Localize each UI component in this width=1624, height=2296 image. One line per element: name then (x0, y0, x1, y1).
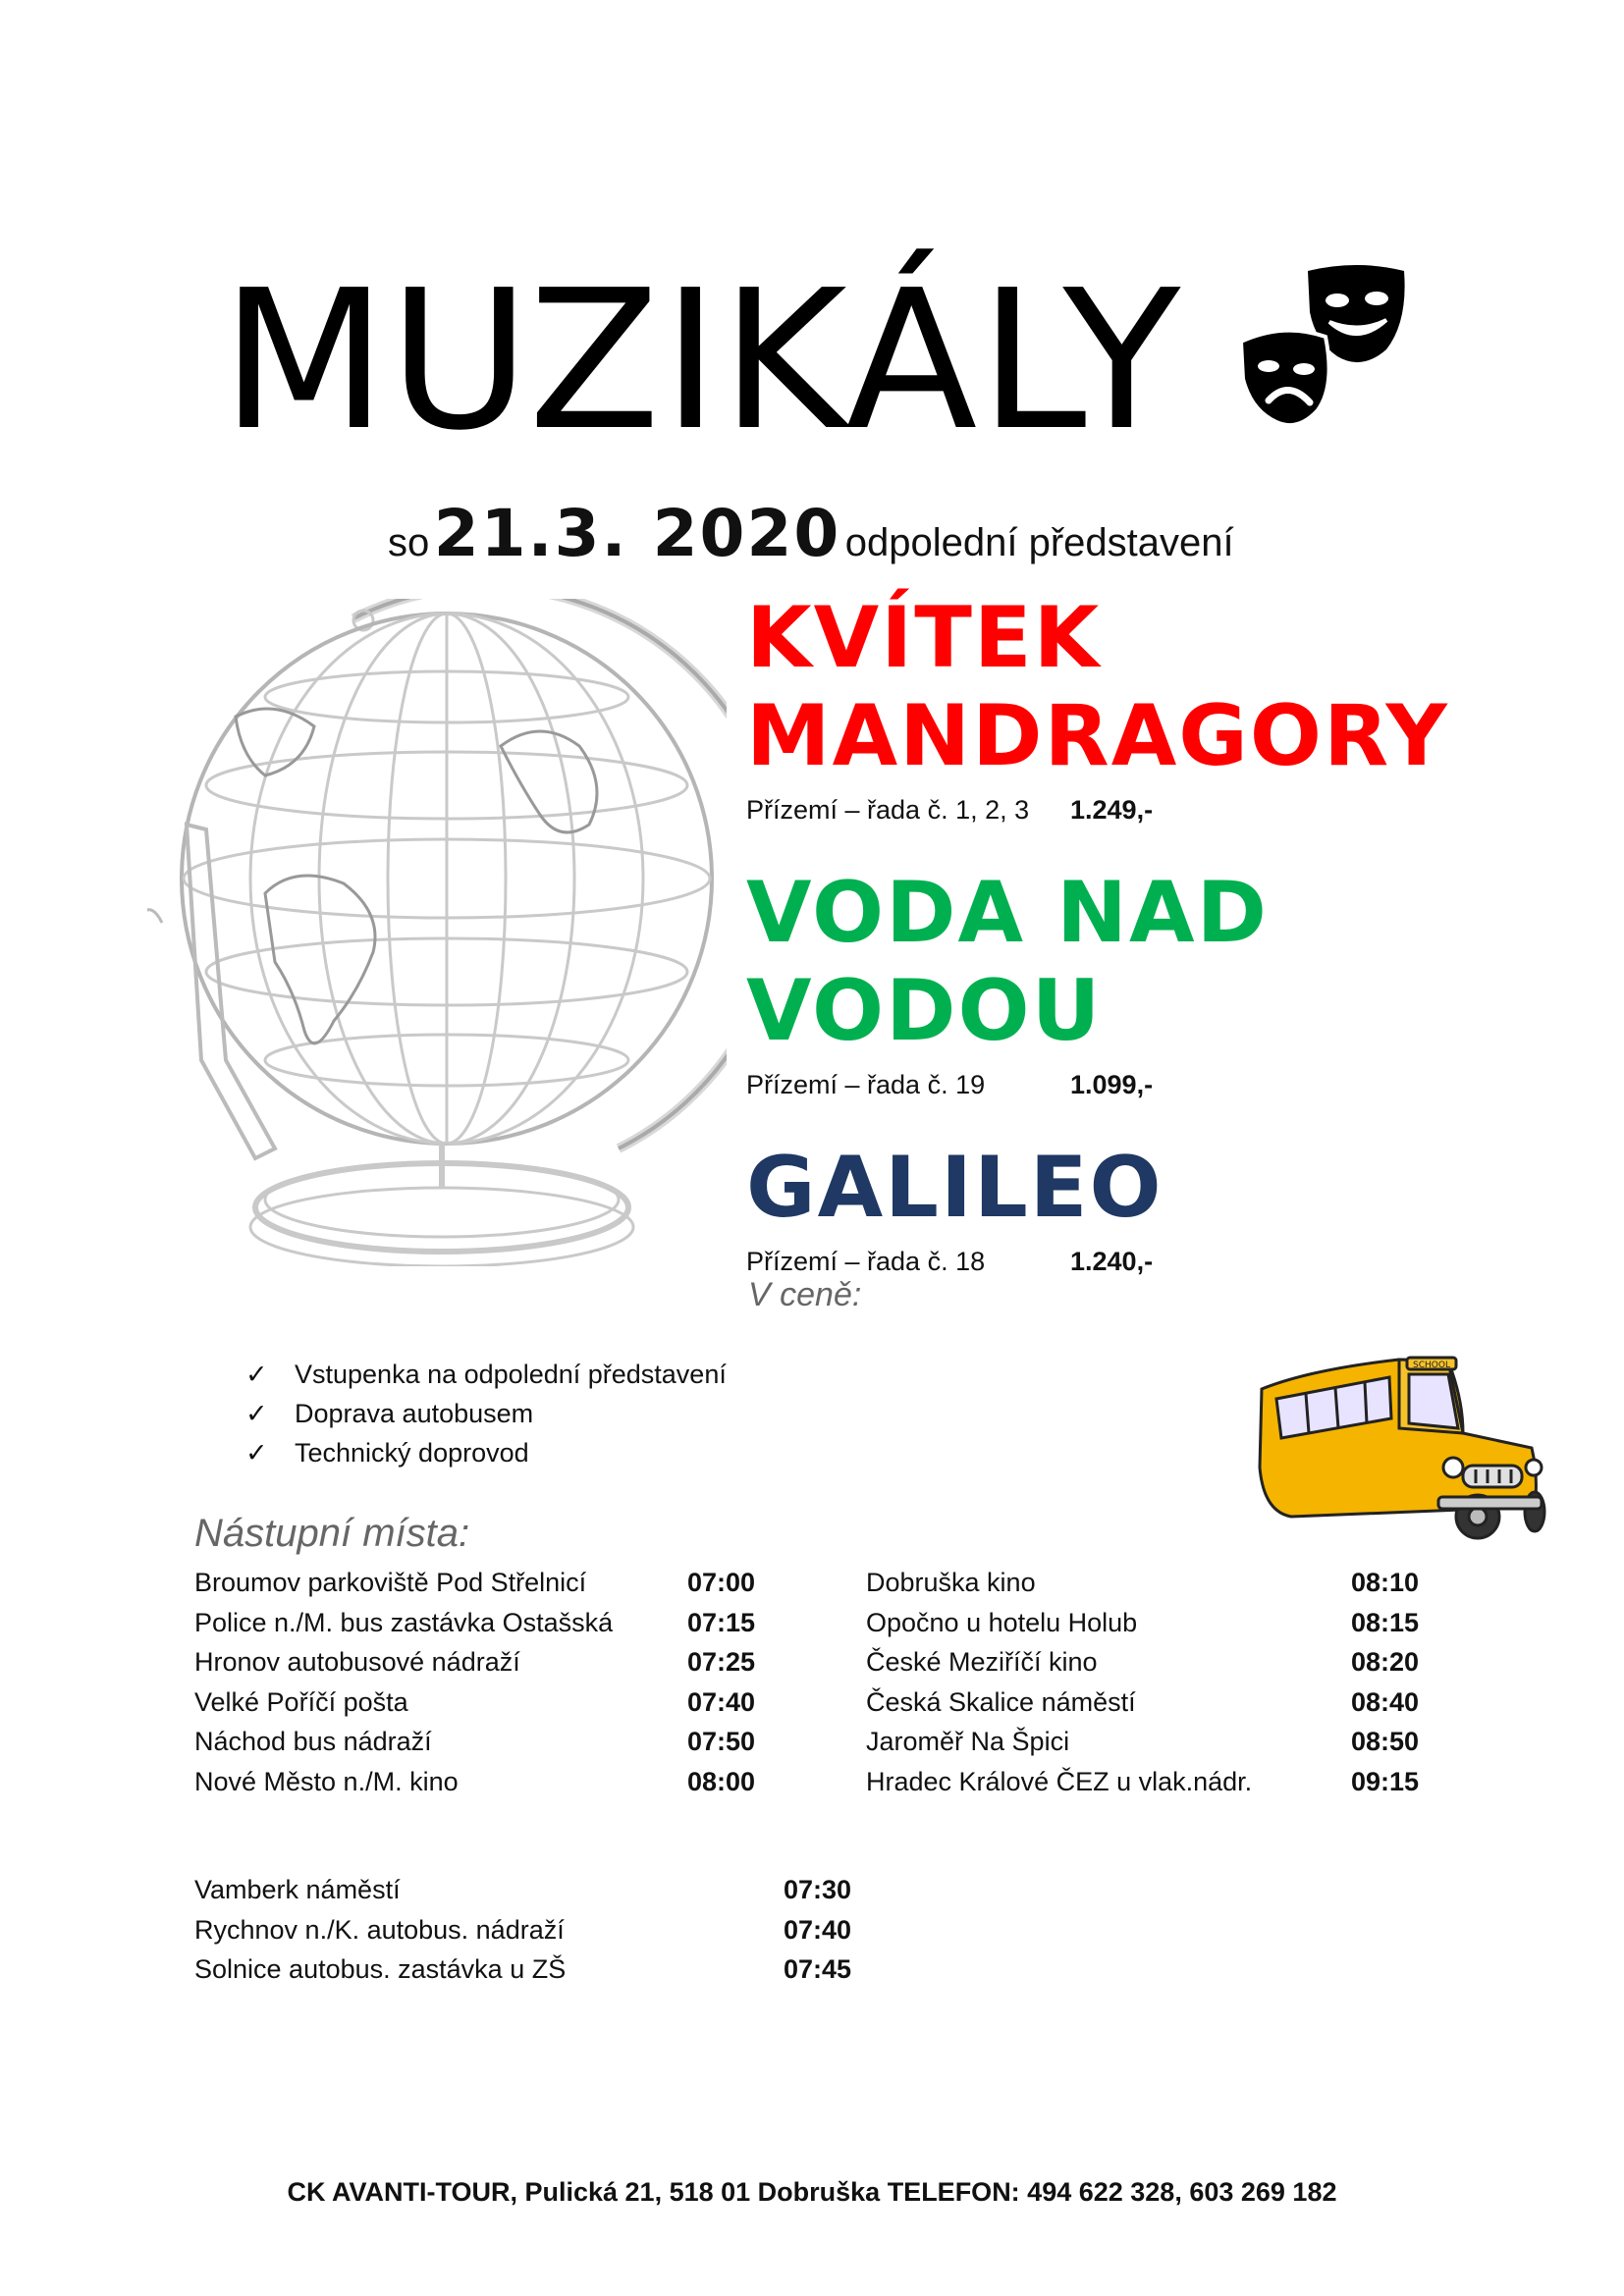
price-row (746, 1070, 1269, 1100)
stops-left-table (194, 1563, 764, 1801)
stop-place: Jaroměř Na Špici (866, 1727, 1070, 1756)
stop-time: 09:15 (1351, 1766, 1420, 1796)
price-row (746, 795, 1449, 826)
stop-place: Police n./M. bus zastávka Ostašská (194, 1607, 614, 1637)
show-voda-nad-vodou (746, 864, 1269, 1100)
check-icon: ✓ (245, 1360, 268, 1389)
list-item (245, 1433, 727, 1472)
table-row (866, 1563, 1435, 1603)
seat-info: Přízemí – řada č. 19 (746, 1070, 986, 1099)
stop-time: 07:30 (784, 1875, 852, 1904)
stop-place: Velké Poříčí pošta (194, 1686, 408, 1717)
school-bus-illustration (1252, 1350, 1546, 1541)
price-row (746, 1247, 1164, 1277)
price: 1.240,- (1070, 1247, 1154, 1276)
stop-place: Rychnov n./K. autobus. nádraží (194, 1914, 565, 1945)
globe-illustration (147, 599, 727, 1266)
stop-place: Opočno u hotelu Holub (866, 1607, 1138, 1637)
included-heading: V ceně: (748, 1276, 862, 1313)
stop-place: Vamberk náměstí (194, 1875, 401, 1904)
table-row (866, 1642, 1435, 1682)
stop-time: 08:15 (1351, 1607, 1420, 1637)
table-row (866, 1682, 1435, 1723)
list-item-text: Technický doprovod (295, 1438, 529, 1468)
stop-time: 07:40 (687, 1686, 756, 1717)
table-row (866, 1603, 1435, 1643)
table-row (194, 1682, 764, 1723)
stops-heading: Nástupní místa: (194, 1512, 470, 1555)
stop-time: 07:40 (784, 1914, 852, 1945)
check-icon: ✓ (245, 1438, 268, 1468)
stop-place: Dobruška kino (866, 1568, 1036, 1597)
show-title-line: VODA NAD (746, 864, 1269, 962)
show-title-line: MANDRAGORY (746, 687, 1449, 785)
date-line (388, 496, 1234, 571)
stop-place: Solnice autobus. zastávka u ZŠ (194, 1954, 567, 1984)
stop-time: 07:50 (687, 1727, 756, 1756)
bus-sign: SCHOOL (1413, 1361, 1450, 1370)
stop-time: 08:00 (687, 1766, 756, 1796)
stop-place: Hronov autobusové nádraží (194, 1647, 520, 1677)
table-row (194, 1563, 764, 1603)
stop-place: Česká Skalice náměstí (866, 1686, 1136, 1717)
show-title-line: GALILEO (746, 1139, 1164, 1237)
sad-mask (1241, 331, 1329, 426)
event-date: 21.3. 2020 (433, 496, 841, 571)
seat-info: Přízemí – řada č. 1, 2, 3 (746, 795, 1030, 825)
page-title: MUZIKÁLY (221, 249, 1183, 473)
stop-place: Nové Město n./M. kino (194, 1766, 459, 1796)
table-row (194, 1642, 764, 1682)
table-row (194, 1870, 882, 1910)
list-item (245, 1394, 727, 1433)
stop-time: 07:25 (687, 1647, 756, 1677)
stop-place: České Meziříčí kino (866, 1647, 1098, 1677)
date-prefix: so (388, 521, 430, 564)
show-galileo (746, 1139, 1164, 1277)
table-row (194, 1762, 764, 1802)
stop-time: 08:50 (1351, 1727, 1420, 1756)
theater-masks-icon (1239, 263, 1416, 435)
table-row (194, 1603, 764, 1643)
seat-info: Přízemí – řada č. 18 (746, 1247, 986, 1276)
stop-time: 07:45 (784, 1954, 852, 1984)
show-kvitek-mandragory (746, 589, 1449, 826)
stops-right-table (866, 1563, 1435, 1801)
stops-extra-table (194, 1870, 882, 1990)
stop-time: 08:20 (1351, 1647, 1420, 1677)
list-item (245, 1355, 727, 1394)
table-row (194, 1722, 764, 1762)
stop-place: Náchod bus nádraží (194, 1727, 432, 1756)
list-item-text: Vstupenka na odpolední představení (295, 1360, 727, 1389)
show-title-line: KVÍTEK (746, 589, 1102, 687)
table-row (194, 1910, 882, 1950)
stop-place: Hradec Králové ČEZ u vlak.nádr. (866, 1766, 1253, 1796)
stop-time: 07:00 (687, 1568, 756, 1597)
stop-time: 07:15 (687, 1607, 756, 1637)
table-row (866, 1722, 1435, 1762)
stop-time: 08:40 (1351, 1686, 1420, 1717)
list-item-text: Doprava autobusem (295, 1399, 534, 1428)
show-title-line: VODOU (746, 962, 1103, 1060)
stop-time: 08:10 (1351, 1568, 1420, 1597)
stop-place: Broumov parkoviště Pod Střelnicí (194, 1568, 587, 1597)
table-row (866, 1762, 1435, 1802)
table-row (194, 1949, 882, 1990)
included-list (245, 1355, 727, 1472)
footer-contact: CK AVANTI-TOUR, Pulická 21, 518 01 Dobruška TELEFON: 494 622 328, 603 269 182 (287, 2177, 1337, 2207)
price: 1.249,- (1070, 795, 1154, 825)
check-icon: ✓ (245, 1399, 268, 1428)
price: 1.099,- (1070, 1070, 1154, 1099)
date-suffix: odpolední představení (844, 521, 1234, 564)
